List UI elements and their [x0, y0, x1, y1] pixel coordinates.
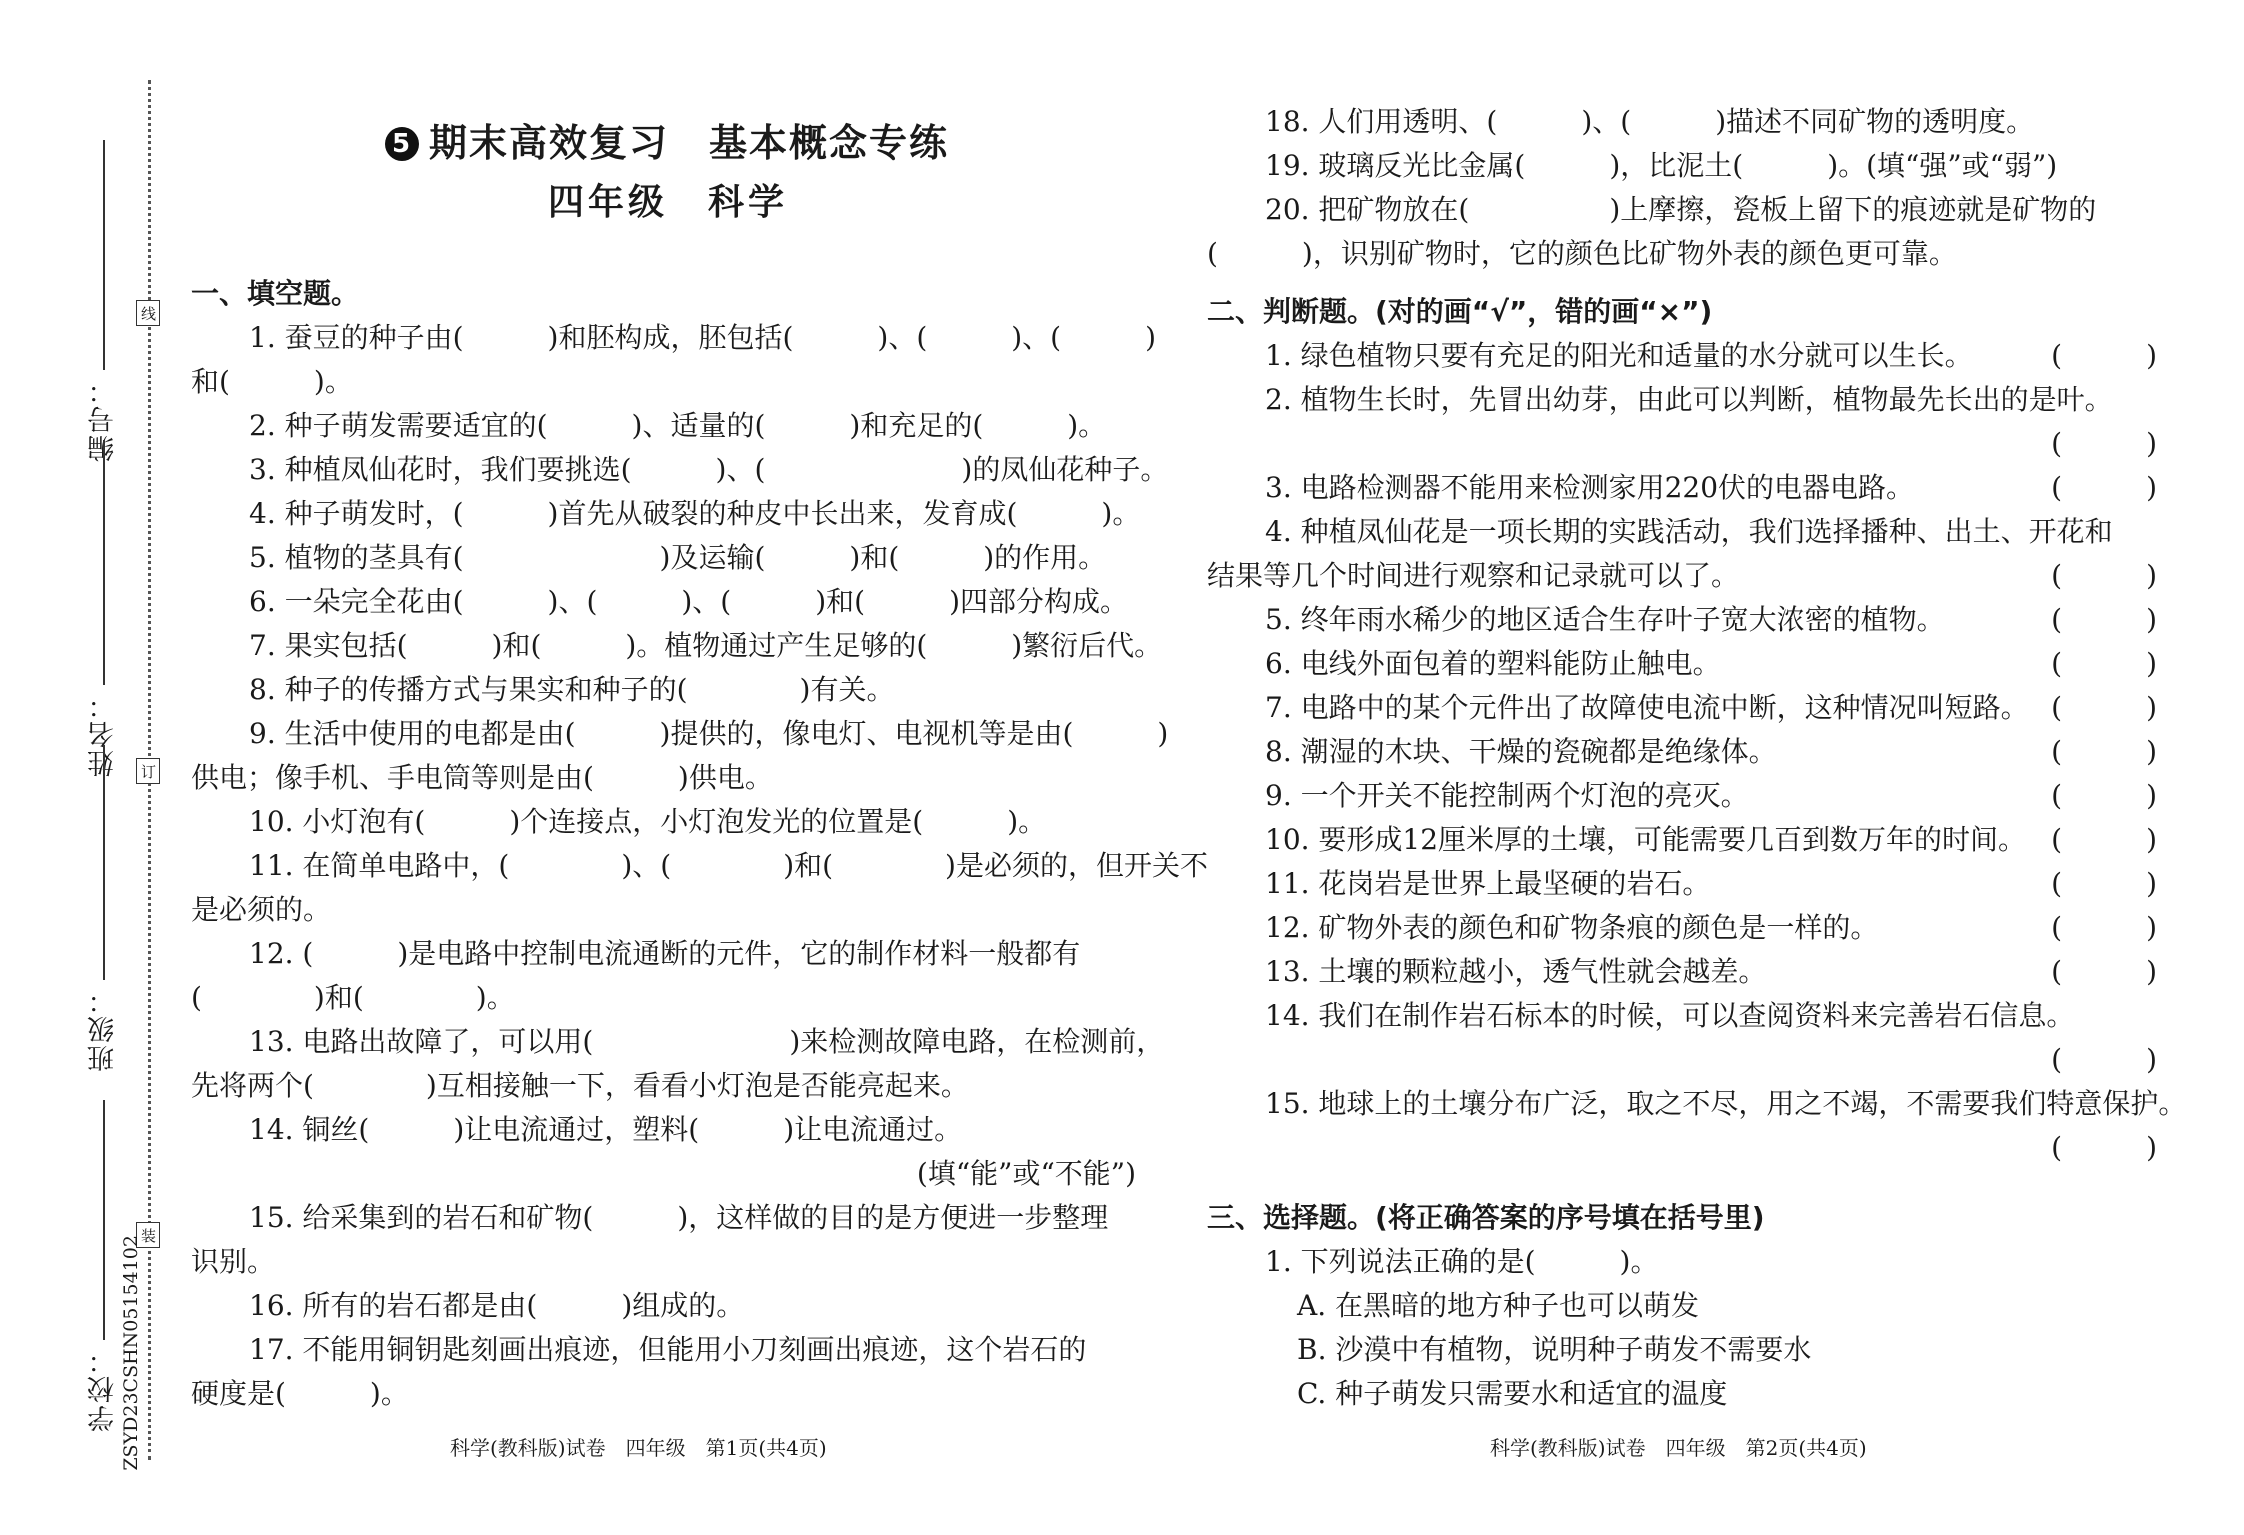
judge-text: 13. 土壤的颗粒越小，透气性就会越差。	[1265, 955, 1767, 988]
judge-row	[1207, 510, 2157, 554]
fill-hint: (填“能”或“不能”)	[916, 1157, 1136, 1190]
question-line: 5. 植物的茎具有( )及运输( )和( )的作用。	[249, 541, 1107, 574]
judge-row	[1207, 906, 2157, 950]
judge-text: 11. 花岗岩是世界上最坚硬的岩石。	[1265, 867, 1711, 900]
judge-row	[1207, 994, 2157, 1038]
mark-bind: 订	[136, 758, 160, 784]
answer-bracket[interactable]: ( )	[2051, 911, 2157, 944]
question-line: 19. 玻璃反光比金属( )，比泥土( )。(填“强”或“弱”)	[1265, 149, 2058, 182]
school-fill-line[interactable]	[103, 1100, 105, 1340]
answer-bracket[interactable]: ( )	[2051, 559, 2157, 592]
question-line: 18. 人们用透明、( )、( )描述不同矿物的透明度。	[1265, 105, 2035, 138]
judge-text: 3. 电路检测器不能用来检测家用220伏的电器电路。	[1265, 471, 1915, 504]
question-line: 1. 下列说法正确的是( )。	[1265, 1245, 1659, 1278]
judge-text: 2. 植物生长时，先冒出幼芽，由此可以判断，植物最先长出的是叶。	[1265, 383, 2113, 416]
judge-row	[1207, 1082, 2187, 1126]
question-line: 13. 电路出故障了，可以用( )来检测故障电路，在检测前，	[249, 1025, 1165, 1058]
answer-bracket[interactable]: ( )	[2051, 735, 2157, 768]
judge-row	[1207, 950, 2157, 994]
answer-bracket[interactable]: ( )	[2051, 471, 2157, 504]
question-line: 20. 把矿物放在( )上摩擦，瓷板上留下的痕迹就是矿物的	[1265, 193, 2097, 226]
question-line: 15. 给采集到的岩石和矿物( )，这样做的目的是方便进一步整理	[249, 1201, 1109, 1234]
option-c[interactable]: C. 种子萌发只需要水和适宜的温度	[1297, 1377, 1728, 1410]
judge-text: 6. 电线外面包着的塑料能防止触电。	[1265, 647, 1721, 680]
question-line: 8. 种子的传播方式与果实和种子的( )有关。	[249, 673, 895, 706]
question-line: ( )，识别矿物时，它的颜色比矿物外表的颜色更可靠。	[1207, 237, 1957, 270]
section-choice-heading: 三、选择题。(将正确答案的序号填在括号里)	[1207, 1201, 1765, 1234]
mark-line: 线	[136, 300, 160, 326]
judge-row	[1207, 818, 2157, 862]
question-line: 识别。	[191, 1245, 276, 1278]
answer-bracket[interactable]: ( )	[2051, 1043, 2157, 1076]
answer-bracket[interactable]: ( )	[2051, 603, 2157, 636]
judge-text: 10. 要形成12厘米厚的土壤，可能需要几百到数万年的时间。	[1265, 823, 2027, 856]
title-text: 期末高效复习 基本概念专练	[429, 121, 950, 165]
answer-bracket[interactable]: ( )	[2051, 955, 2157, 988]
question-line: 17. 不能用铜钥匙刻画出痕迹，但能用小刀刻画出痕迹，这个岩石的	[249, 1333, 1087, 1366]
judge-row	[1207, 598, 2157, 642]
judge-row	[1207, 862, 2157, 906]
judge-row	[1207, 422, 2157, 466]
name-fill-line[interactable]	[103, 440, 105, 685]
judge-text: 15. 地球上的土壤分布广泛，取之不尽，用之不竭，不需要我们特意保护。	[1265, 1087, 2187, 1120]
section-judge-heading: 二、判断题。(对的画“√”，错的画“×”)	[1207, 295, 1713, 328]
question-line: 3. 种植凤仙花时，我们要挑选( )、( )的凤仙花种子。	[249, 453, 1169, 486]
question-line: 6. 一朵完全花由( )、( )、( )和( )四部分构成。	[249, 585, 1129, 618]
left-column	[191, 272, 1208, 1416]
question-line: ( )和( )。	[191, 981, 515, 1014]
number-fill-line[interactable]	[103, 140, 105, 370]
judge-row	[1207, 642, 2157, 686]
question-line: 1. 蚕豆的种子由( )和胚构成，胚包括( )、( )、( )	[249, 321, 1157, 354]
question-line: 4. 种子萌发时，( )首先从破裂的种皮中长出来，发育成( )。	[249, 497, 1141, 530]
judge-text: 7. 电路中的某个元件出了故障使电流中断，这种情况叫短路。	[1265, 691, 2029, 724]
class-fill-line[interactable]	[103, 745, 105, 980]
name-label: 姓名：	[88, 690, 119, 777]
option-a[interactable]: A. 在黑暗的地方种子也可以萌发	[1297, 1289, 1700, 1322]
page-footer-left: 科学(教科版)试卷 四年级 第1页(共4页)	[450, 1436, 827, 1460]
answer-bracket[interactable]: ( )	[2051, 427, 2157, 460]
question-line: 16. 所有的岩石都是由( )组成的。	[249, 1289, 745, 1322]
judge-text: 1. 绿色植物只要有充足的阳光和适量的水分就可以生长。	[1265, 339, 1973, 372]
section-fill-heading: 一、填空题。	[191, 277, 360, 310]
judge-row	[1207, 774, 2157, 818]
page-title	[385, 112, 949, 167]
question-line: 10. 小灯泡有( )个连接点，小灯泡发光的位置是( )。	[249, 805, 1047, 838]
judge-text: 5. 终年雨水稀少的地区适合生存叶子宽大浓密的植物。	[1265, 603, 1945, 636]
judge-text: 结果等几个时间进行观察和记录就可以了。	[1207, 559, 1740, 592]
school-label: 学校：	[88, 1345, 119, 1432]
option-b[interactable]: B. 沙漠中有植物，说明种子萌发不需要水	[1297, 1333, 1812, 1366]
question-line: 先将两个( )互相接触一下，看看小灯泡是否能亮起来。	[191, 1069, 969, 1102]
question-line: 是必须的。	[191, 893, 332, 926]
judge-row	[1207, 334, 2157, 378]
judge-text: 12. 矿物外表的颜色和矿物条痕的颜色是一样的。	[1265, 911, 1879, 944]
judge-row	[1207, 554, 2157, 598]
judge-row	[1207, 730, 2157, 774]
page-subtitle: 四年级 科学	[548, 182, 789, 223]
answer-bracket[interactable]: ( )	[2051, 691, 2157, 724]
class-label: 班级：	[88, 985, 119, 1072]
answer-bracket[interactable]: ( )	[2051, 867, 2157, 900]
judge-text: 9. 一个开关不能控制两个灯泡的亮灭。	[1265, 779, 1749, 812]
judge-row	[1207, 378, 2157, 422]
judge-row	[1207, 466, 2157, 510]
judge-text: 8. 潮湿的木块、干燥的瓷碗都是绝缘体。	[1265, 735, 1777, 768]
question-line: 14. 铜丝( )让电流通过，塑料( )让电流通过。	[249, 1113, 963, 1146]
judge-text: 14. 我们在制作岩石标本的时候，可以查阅资料来完善岩石信息。	[1265, 999, 2075, 1032]
question-line: 7. 果实包括( )和( )。植物通过产生足够的( )繁衍后代。	[249, 629, 1163, 662]
number-label: 编号：	[88, 375, 119, 462]
question-line: 11. 在简单电路中，( )、( )和( )是必须的，但开关不	[249, 849, 1208, 882]
judge-list	[1207, 334, 2187, 1170]
number-badge: 5	[385, 127, 419, 161]
judge-row	[1207, 1126, 2157, 1170]
answer-bracket[interactable]: ( )	[2051, 647, 2157, 680]
question-line: 2. 种子萌发需要适宜的( )、适量的( )和充足的( )。	[249, 409, 1107, 442]
answer-bracket[interactable]: ( )	[2051, 339, 2157, 372]
judge-text: 4. 种植凤仙花是一项长期的实践活动，我们选择播种、出土、开花和	[1265, 515, 2113, 548]
question-line: 9. 生活中使用的电都是由( )提供的，像电灯、电视机等是由( )	[249, 717, 1169, 750]
paper-code: ZSYD23CSHN05154102	[120, 1235, 142, 1471]
answer-bracket[interactable]: ( )	[2051, 779, 2157, 812]
mark-fix: 装	[136, 1222, 160, 1248]
right-column	[1207, 100, 2187, 1416]
question-line: 和( )。	[191, 365, 353, 398]
question-line: 供电；像手机、手电筒等则是由( )供电。	[191, 761, 773, 794]
answer-bracket[interactable]: ( )	[2051, 1131, 2157, 1164]
question-line: 12. ( )是电路中控制电流通断的元件，它的制作材料一般都有	[249, 937, 1081, 970]
judge-row	[1207, 1038, 2157, 1082]
question-line: 硬度是( )。	[191, 1377, 409, 1410]
answer-bracket[interactable]: ( )	[2051, 823, 2157, 856]
judge-row	[1207, 686, 2157, 730]
page-footer-right: 科学(教科版)试卷 四年级 第2页(共4页)	[1490, 1436, 1867, 1460]
